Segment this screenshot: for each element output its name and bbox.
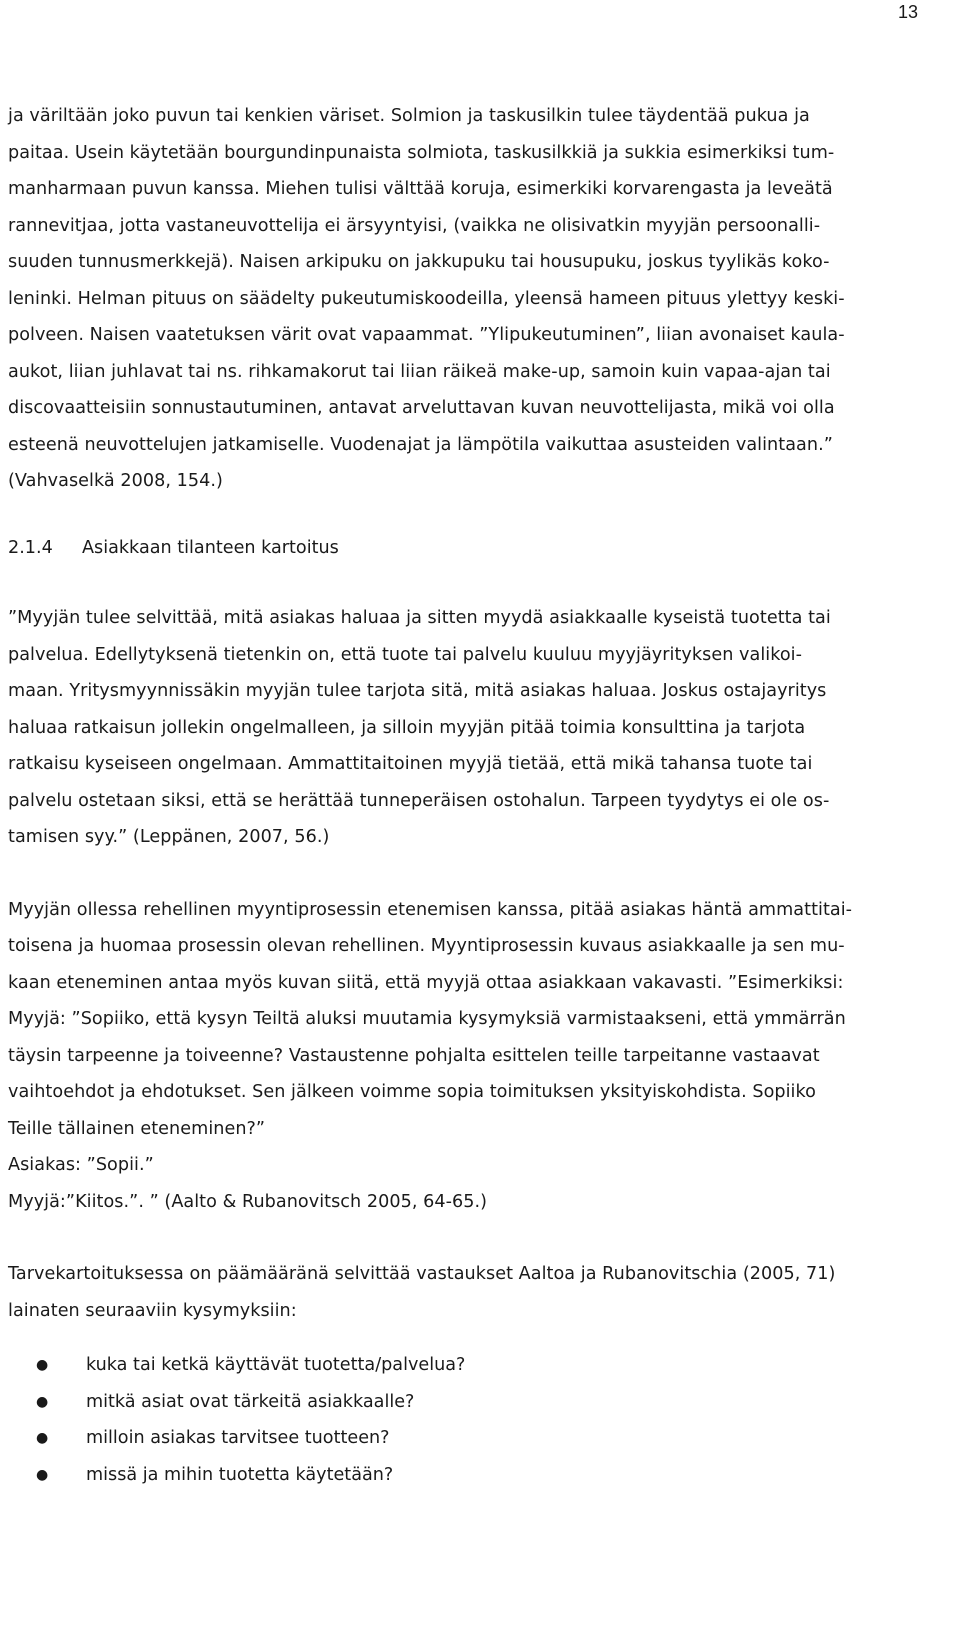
list-item-text: mitkä asiat ovat tärkeitä asiakkaalle? xyxy=(86,1391,415,1412)
document-body xyxy=(0,98,938,1493)
text-line: (Vahvaselkä 2008, 154.) xyxy=(8,471,223,491)
text-line: lainaten seuraaviin kysymyksiin: xyxy=(8,1300,297,1321)
bullet-icon: ● xyxy=(36,1357,49,1373)
section-number: 2.1.4 xyxy=(8,537,53,558)
paragraph-quote-leppanen xyxy=(8,600,938,856)
text-line: aukot, liian juhlavat tai ns. rihkamakorut tai liian räikeä make-up, samoin kuin vapaa-ajan tai xyxy=(8,361,831,382)
paragraph-dress-code xyxy=(8,98,938,500)
bullet-icon: ● xyxy=(36,1430,49,1446)
list-item xyxy=(8,1384,938,1421)
text-line: kaan eteneminen antaa myös kuvan siitä, että myyjä ottaa asiakkaan vakavasti. ”Esimerkiksi: xyxy=(8,972,844,993)
list-item xyxy=(8,1347,938,1384)
text-line: Myyjä: ”Sopiiko, että kysyn Teiltä aluksi muutamia kysymyksiä varmistaakseni, että ymmärrän xyxy=(8,1009,846,1029)
text-line: rannevitjaa, jotta vastaneuvottelija ei ärsyyntyisi, (vaikka ne olisivatkin myyjän persoonalli- xyxy=(8,215,821,236)
list-item-text: kuka tai ketkä käyttävät tuotetta/palvelua? xyxy=(86,1355,466,1375)
text-line: manharmaan puvun kanssa. Miehen tulisi välttää koruja, esimerkiki korvarengasta ja leveätä xyxy=(8,179,833,199)
text-line: Teille tällainen eteneminen?” xyxy=(8,1118,266,1139)
list-item xyxy=(8,1420,938,1457)
text-line: leninki. Helman pituus on säädelty pukeutumiskoodeilla, yleensä hameen pituus ylettyy keski- xyxy=(8,288,845,309)
text-line: suuden tunnusmerkkejä). Naisen arkipuku on jakkupuku tai housupuku, joskus tyylikäs koko- xyxy=(8,252,830,272)
text-line: palvelua. Edellytyksenä tietenkin on, että tuote tai palvelu kuuluu myyjäyrityksen valikoi- xyxy=(8,644,802,665)
text-line: esteenä neuvottelujen jatkamiselle. Vuodenajat ja lämpötila vaikuttaa asusteiden valintaan.” xyxy=(8,434,833,455)
text-line: haluaa ratkaisun jollekin ongelmalleen, ja silloin myyjän pitää toimia konsulttina ja tarjota xyxy=(8,717,806,738)
text-line: Myyjä:”Kiitos.”. ” (Aalto & Rubanovitsch 2005, 64-65.) xyxy=(8,1191,488,1212)
text-line: toisena ja huomaa prosessin olevan rehellinen. Myyntiprosessin kuvaus asiakkaalle ja sen mu- xyxy=(8,936,845,956)
paragraph-sales-process xyxy=(8,892,938,1221)
text-line: discovaatteisiin sonnustautuminen, antavat arveluttavan kuvan neuvottelijasta, mikä voi olla xyxy=(8,398,835,418)
text-line: tamisen syy.” (Leppänen, 2007, 56.) xyxy=(8,827,330,847)
question-list xyxy=(8,1347,938,1493)
text-line: polveen. Naisen vaatetuksen värit ovat vapaammat. ”Ylipukeutuminen”, liian avonaiset kaula- xyxy=(8,325,845,345)
page-number: 13 xyxy=(897,2,918,22)
text-line: ”Myyjän tulee selvittää, mitä asiakas haluaa ja sitten myydä asiakkaalle kyseistä tuotetta tai xyxy=(8,608,831,628)
section-heading xyxy=(8,530,938,567)
text-line: Asiakas: ”Sopii.” xyxy=(8,1155,154,1175)
text-line: ja väriltään joko puvun tai kenkien väriset. Solmion ja taskusilkin tulee täydentää pukua ja xyxy=(8,106,810,126)
bullet-icon: ● xyxy=(36,1393,49,1410)
bullet-icon: ● xyxy=(36,1466,49,1483)
text-line: ratkaisu kyseiseen ongelmaan. Ammattitaitoinen myyjä tietää, että mikä tahansa tuote tai xyxy=(8,754,813,774)
section-title: Asiakkaan tilanteen kartoitus xyxy=(82,537,339,558)
text-line: Myyjän ollessa rehellinen myyntiprosessin etenemisen kanssa, pitää asiakas häntä ammattitai- xyxy=(8,899,853,920)
paragraph-needs-analysis xyxy=(8,1256,938,1329)
text-line: täysin tarpeenne ja toiveenne? Vastaustenne pohjalta esittelen teille tarpeitanne vastaavat xyxy=(8,1045,820,1066)
text-line: Tarvekartoituksessa on päämääränä selvittää vastaukset Aaltoa ja Rubanovitschia (2005, 71) xyxy=(8,1264,836,1284)
list-item-text: milloin asiakas tarvitsee tuotteen? xyxy=(86,1428,390,1448)
text-line: palvelu ostetaan siksi, että se herättää tunneperäisen ostohalun. Tarpeen tyydytys ei ole os- xyxy=(8,790,830,811)
list-item-text: missä ja mihin tuotetta käytetään? xyxy=(86,1464,394,1485)
text-line: paitaa. Usein käytetään bourgundinpunaista solmiota, taskusilkkiä ja sukkia esimerkiksi tum- xyxy=(8,142,835,163)
list-item xyxy=(8,1457,938,1494)
text-line: vaihtoehdot ja ehdotukset. Sen jälkeen voimme sopia toimituksen yksityiskohdista. Sopiiko xyxy=(8,1082,816,1102)
text-line: maan. Yritysmyynnissäkin myyjän tulee tarjota sitä, mitä asiakas haluaa. Joskus ostajayritys xyxy=(8,681,827,701)
